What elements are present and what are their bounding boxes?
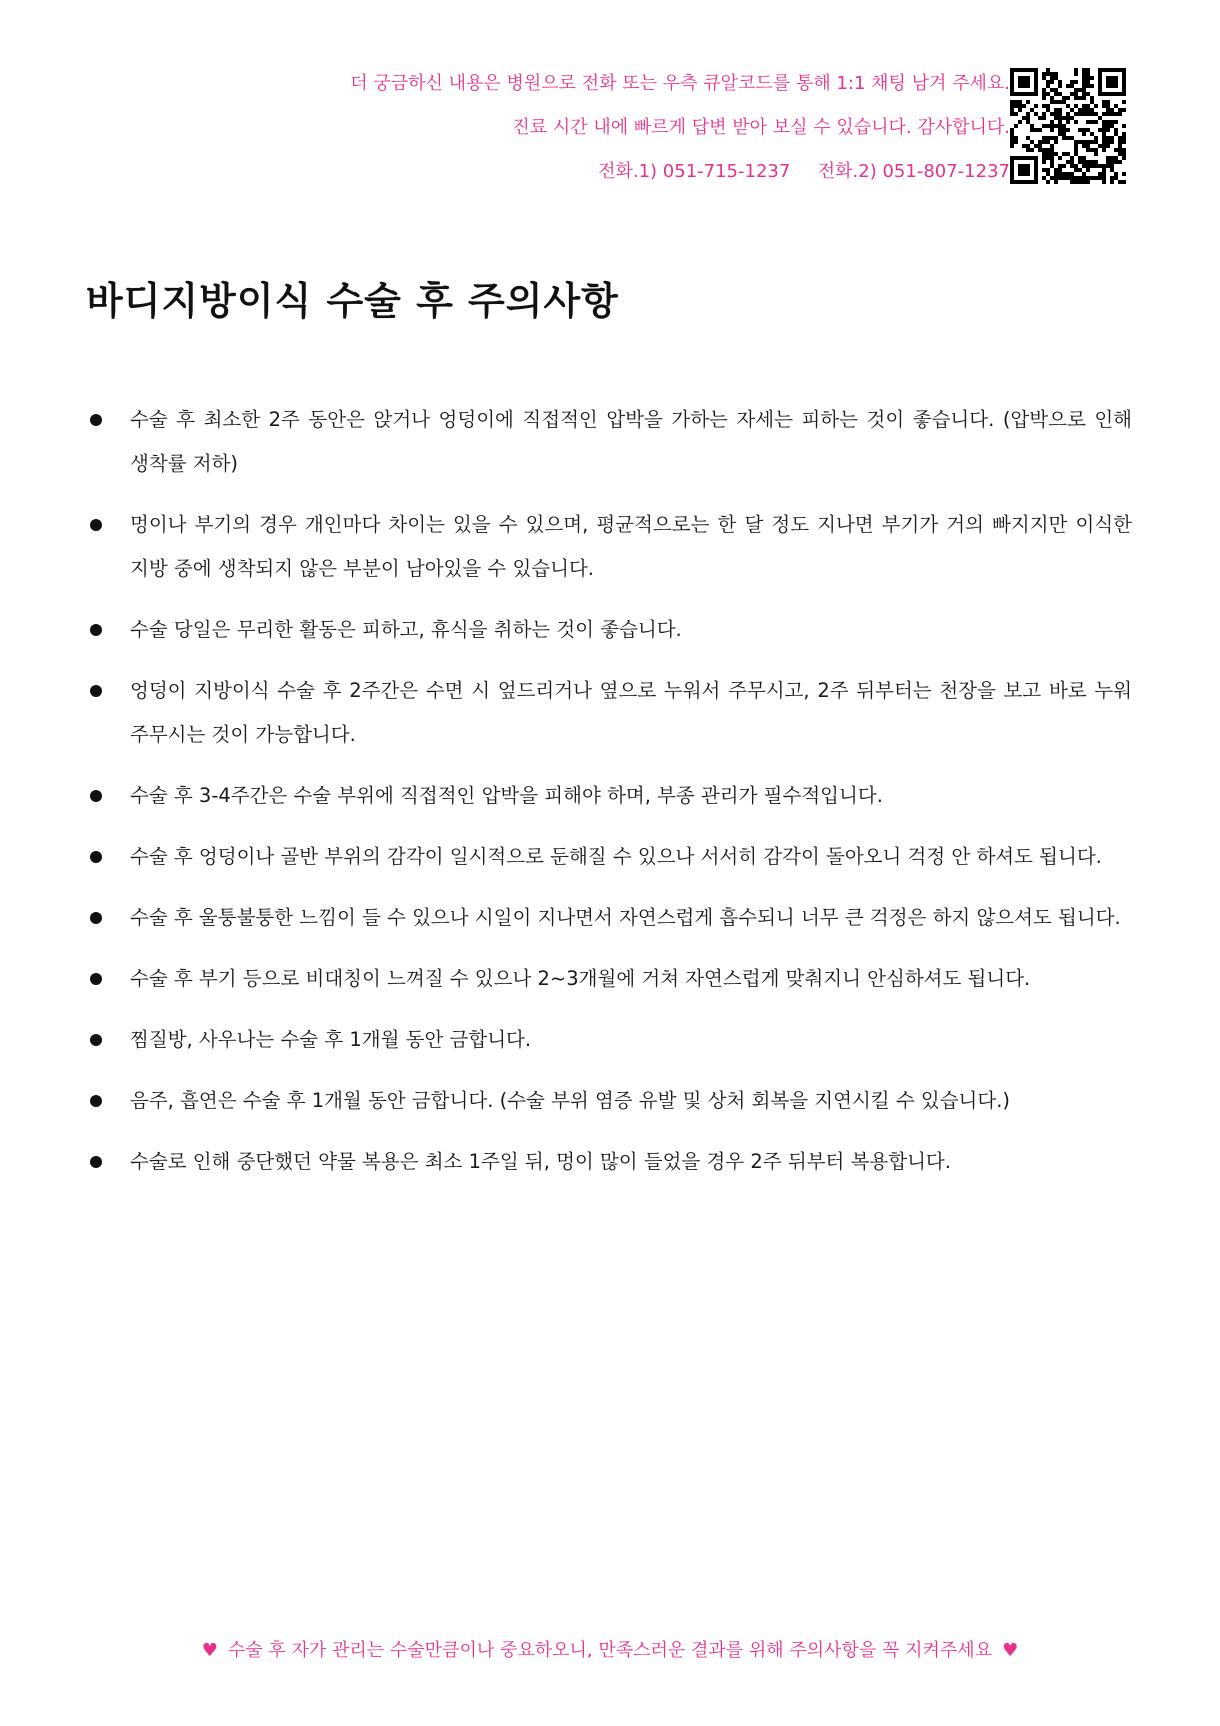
phone-2[interactable]: 전화.2) 051-807-1237 — [817, 161, 1010, 182]
bullet-icon — [90, 519, 102, 531]
list-item — [86, 957, 1132, 1001]
list-item — [86, 1079, 1132, 1123]
phone-line — [350, 150, 1010, 194]
list-item — [86, 608, 1132, 652]
bullet-icon — [90, 912, 102, 924]
list-item-text: 찜질방, 사우나는 수술 후 1개월 동안 금합니다. — [130, 1028, 532, 1051]
list-item-text: 수술 후 울퉁불퉁한 느낌이 들 수 있으나 시일이 지나면서 자연스럽게 흡수되니 너무 큰 걱정은 하지 않으셔도 됩니다. — [130, 906, 1121, 929]
page-title: 바디지방이식 수술 후 주의사항 — [86, 279, 619, 323]
list-item-text: 엉덩이 지방이식 수술 후 2주간은 수면 시 엎드리거나 옆으로 누워서 주무시고, 2주 뒤부터는 천장을 보고 바로 누워 주무시는 것이 가능합니다. — [130, 679, 1132, 746]
list-item-text: 수술로 인해 중단했던 약물 복용은 최소 1주일 뒤, 멍이 많이 들었을 경우 2주 뒤부터 복용합니다. — [130, 1150, 951, 1173]
bullet-icon — [90, 1034, 102, 1046]
bullet-icon — [90, 973, 102, 985]
bullet-icon — [90, 1156, 102, 1168]
bullet-icon — [90, 1095, 102, 1107]
list-item — [86, 1140, 1132, 1184]
list-item-text: 수술 당일은 무리한 활동은 피하고, 휴식을 취하는 것이 좋습니다. — [130, 618, 682, 641]
bullet-icon — [90, 790, 102, 802]
list-item-text: 수술 후 최소한 2주 동안은 앉거나 엉덩이에 직접적인 압박을 가하는 자세는 피하는 것이 좋습니다. (압박으로 인해 생착률 저하) — [130, 408, 1132, 475]
list-item-text: 멍이나 부기의 경우 개인마다 차이는 있을 수 있으며, 평균적으로는 한 달 정도 지나면 부기가 거의 빠지지만 이식한 지방 중에 생착되지 않은 부분이 남아있을 수 있습니다. — [130, 513, 1132, 580]
precautions-list — [86, 398, 1132, 1201]
list-item-text: 수술 후 3-4주간은 수술 부위에 직접적인 압박을 피해야 하며, 부종 관리가 필수적입니다. — [130, 784, 883, 807]
list-item-text: 수술 후 엉덩이나 골반 부위의 감각이 일시적으로 둔해질 수 있으나 서서히 감각이 돌아오니 걱정 안 하셔도 됩니다. — [130, 845, 1102, 868]
footer-note — [0, 1636, 1220, 1662]
bullet-icon — [90, 414, 102, 426]
list-item — [86, 503, 1132, 591]
list-item — [86, 669, 1132, 757]
list-item-text: 음주, 흡연은 수술 후 1개월 동안 금합니다. (수술 부위 염증 유발 및 상처 회복을 지연시킬 수 있습니다.) — [130, 1089, 1011, 1112]
phone-1[interactable]: 전화.1) 051-715-1237 — [598, 161, 791, 182]
contact-line-1: 더 궁금하신 내용은 병원으로 전화 또는 우측 큐알코드를 통해 1:1 채팅 남겨 주세요. — [350, 73, 1010, 94]
contact-line-2: 진료 시간 내에 빠르게 답변 받아 보실 수 있습니다. 감사합니다. — [512, 117, 1010, 138]
footer-text: 수술 후 자가 관리는 수술만큼이나 중요하오니, 만족스러운 결과를 위해 주의사항을 꼭 지켜주세요 — [227, 1640, 993, 1661]
list-item — [86, 835, 1132, 879]
bullet-icon — [90, 624, 102, 636]
qr-code-icon[interactable] — [1010, 68, 1126, 184]
bullet-icon — [90, 851, 102, 863]
list-item — [86, 398, 1132, 486]
heart-icon: ♥ — [201, 1640, 218, 1661]
heart-icon: ♥ — [1002, 1640, 1019, 1661]
list-item — [86, 896, 1132, 940]
bullet-icon — [90, 685, 102, 697]
contact-header — [350, 62, 1010, 194]
list-item — [86, 774, 1132, 818]
list-item-text: 수술 후 부기 등으로 비대칭이 느껴질 수 있으나 2~3개월에 거쳐 자연스럽게 맞춰지니 안심하셔도 됩니다. — [130, 967, 1031, 990]
list-item — [86, 1018, 1132, 1062]
